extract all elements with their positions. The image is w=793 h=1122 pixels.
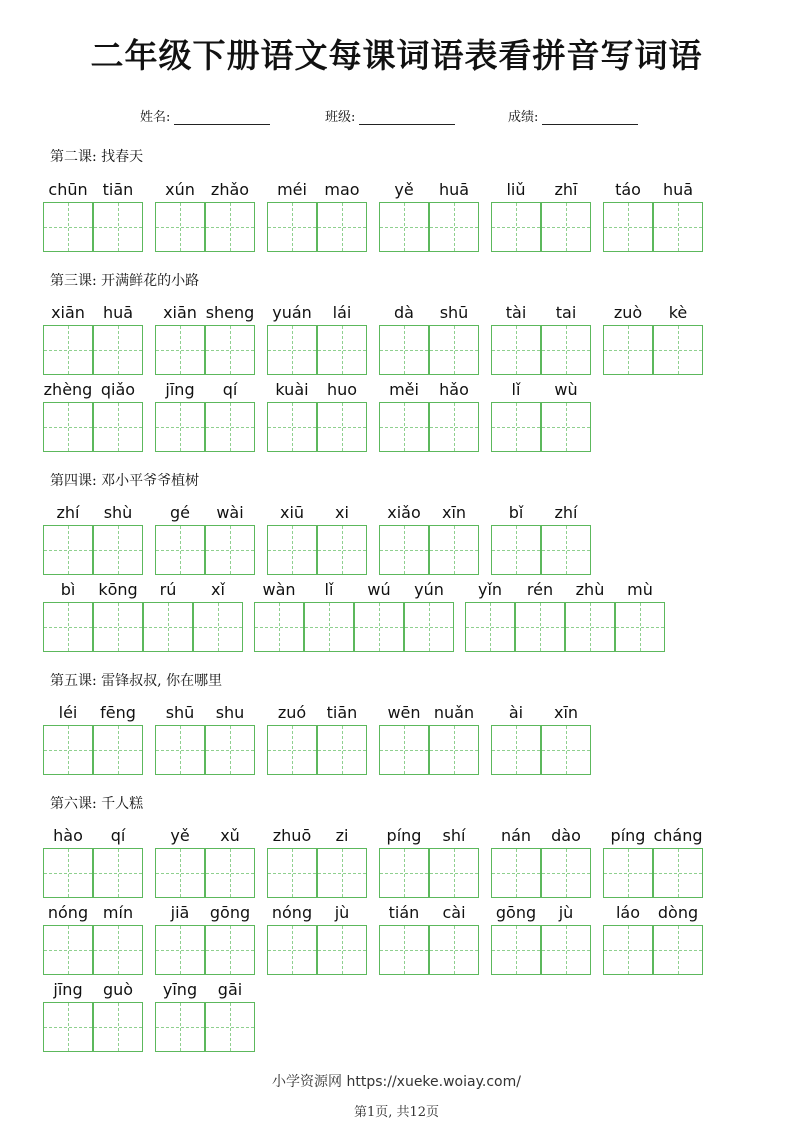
tianzige-cell[interactable] [93, 402, 143, 452]
score-blank[interactable] [542, 110, 638, 125]
tianzige-cell[interactable] [379, 848, 429, 898]
tianzige-cell[interactable] [254, 602, 304, 652]
word-writing-box [379, 903, 479, 975]
tianzige-cell[interactable] [93, 602, 143, 652]
page-title: 二年级下册语文每课词语表看拼音写词语 [90, 36, 703, 75]
score-label: 成绩: [508, 110, 539, 125]
tianzige-cell[interactable] [317, 402, 367, 452]
tianzige-cell[interactable] [143, 602, 193, 652]
pinyin-label: gōng [209, 903, 251, 922]
word-writing-box [603, 180, 703, 252]
pinyin-label: wú [367, 580, 391, 599]
tianzige-cell[interactable] [541, 925, 591, 975]
lesson-heading: 第三课: 开满鲜花的小路 [50, 273, 200, 289]
tianzige-cell[interactable] [267, 925, 317, 975]
tianzige-cell[interactable] [615, 602, 665, 652]
tianzige-cell[interactable] [565, 602, 615, 652]
footer-site: 小学资源网 https://xueke.woiay.com/ [272, 1074, 521, 1090]
pinyin-label: qiǎo [100, 380, 136, 399]
word-writing-box [155, 903, 255, 975]
tianzige-cell[interactable] [429, 848, 479, 898]
class-field[interactable] [325, 106, 455, 125]
pinyin-label: zuó [277, 703, 307, 722]
pinyin-label: gé [170, 503, 190, 522]
pinyin-label: xīn [441, 503, 467, 522]
word-writing-box [43, 503, 143, 575]
tianzige-cell[interactable] [429, 525, 479, 575]
tianzige-cell[interactable] [205, 848, 255, 898]
tianzige-cell[interactable] [429, 202, 479, 252]
pinyin-label: kè [668, 303, 688, 322]
pinyin-label: tai [555, 303, 577, 322]
tianzige-cell[interactable] [205, 325, 255, 375]
tianzige-cell[interactable] [541, 848, 591, 898]
tianzige-cell[interactable] [43, 602, 93, 652]
pinyin-label: wēn [387, 703, 421, 722]
tianzige-cell[interactable] [43, 325, 93, 375]
pinyin-label: bì [60, 580, 76, 599]
tianzige-cell[interactable] [491, 925, 541, 975]
tianzige-cell[interactable] [653, 848, 703, 898]
tianzige-cell[interactable] [491, 402, 541, 452]
pinyin-label: táo [615, 180, 641, 199]
name-field[interactable] [140, 106, 270, 125]
class-blank[interactable] [359, 110, 455, 125]
class-label: 班级: [325, 110, 356, 125]
tianzige-cell[interactable] [491, 202, 541, 252]
word-writing-box [267, 303, 367, 375]
tianzige-cell[interactable] [205, 925, 255, 975]
pinyin-label: yě [394, 180, 414, 199]
pinyin-label: jù [334, 903, 350, 922]
pinyin-label: kuài [275, 380, 309, 399]
pinyin-label: nuǎn [433, 703, 475, 722]
lesson-heading: 第六课: 千人糕 [50, 796, 144, 812]
tianzige-cell[interactable] [603, 325, 653, 375]
word-writing-box [491, 303, 591, 375]
pinyin-label: guò [102, 980, 134, 999]
pinyin-label: wài [216, 503, 244, 522]
pinyin-label: qí [110, 826, 126, 845]
pinyin-label: tián [388, 903, 420, 922]
tianzige-cell[interactable] [491, 725, 541, 775]
word-writing-box [43, 580, 243, 652]
pinyin-label: léi [58, 703, 78, 722]
pinyin-label: liǔ [506, 180, 526, 199]
pinyin-label: jīng [165, 380, 195, 399]
pinyin-label: dào [551, 826, 581, 845]
tianzige-cell[interactable] [491, 848, 541, 898]
tianzige-cell[interactable] [267, 402, 317, 452]
pinyin-label: wàn [262, 580, 296, 599]
pinyin-label: xiān [51, 303, 85, 322]
tianzige-cell[interactable] [267, 725, 317, 775]
pinyin-label: fēng [100, 703, 136, 722]
pinyin-label: lái [332, 303, 352, 322]
tianzige-cell[interactable] [404, 602, 454, 652]
tianzige-cell[interactable] [317, 925, 367, 975]
tianzige-cell[interactable] [317, 202, 367, 252]
word-writing-box [267, 826, 367, 898]
tianzige-cell[interactable] [155, 725, 205, 775]
pinyin-label: tiān [102, 180, 134, 199]
word-writing-box [43, 380, 143, 452]
pinyin-label: dà [394, 303, 414, 322]
pinyin-label: shū [165, 703, 195, 722]
pinyin-label: chūn [48, 180, 88, 199]
tianzige-cell[interactable] [43, 525, 93, 575]
tianzige-cell[interactable] [603, 202, 653, 252]
pinyin-label: nóng [271, 903, 313, 922]
tianzige-cell[interactable] [304, 602, 354, 652]
pinyin-label: yě [170, 826, 190, 845]
tianzige-cell[interactable] [653, 202, 703, 252]
pinyin-label: xǔ [220, 826, 240, 845]
pinyin-label: kōng [98, 580, 138, 599]
tianzige-cell[interactable] [379, 325, 429, 375]
pinyin-label: zhèng [43, 380, 93, 399]
pinyin-label: gāi [217, 980, 243, 999]
word-writing-box [155, 980, 255, 1052]
pinyin-label: wù [554, 380, 578, 399]
tianzige-cell[interactable] [429, 402, 479, 452]
word-writing-box [43, 703, 143, 775]
word-writing-box [491, 903, 591, 975]
pinyin-label: huā [662, 180, 694, 199]
word-writing-box [491, 703, 591, 775]
word-writing-box [491, 503, 591, 575]
tianzige-cell[interactable] [541, 525, 591, 575]
word-writing-box [379, 303, 479, 375]
pinyin-label: yīng [162, 980, 198, 999]
word-writing-box [155, 826, 255, 898]
tianzige-cell[interactable] [603, 848, 653, 898]
word-writing-box [603, 303, 703, 375]
tianzige-cell[interactable] [205, 202, 255, 252]
pinyin-label: tiān [326, 703, 358, 722]
tianzige-cell[interactable] [267, 525, 317, 575]
word-writing-box [267, 703, 367, 775]
tianzige-cell[interactable] [653, 325, 703, 375]
tianzige-cell[interactable] [379, 402, 429, 452]
pinyin-label: měi [389, 380, 419, 399]
word-writing-box [267, 380, 367, 452]
pinyin-label: huā [102, 303, 134, 322]
tianzige-cell[interactable] [491, 325, 541, 375]
pinyin-label: jù [558, 903, 574, 922]
tianzige-cell[interactable] [43, 402, 93, 452]
tianzige-cell[interactable] [429, 925, 479, 975]
word-writing-box [603, 826, 703, 898]
tianzige-cell[interactable] [155, 848, 205, 898]
tianzige-cell[interactable] [193, 602, 243, 652]
word-writing-box [491, 180, 591, 252]
tianzige-cell[interactable] [465, 602, 515, 652]
tianzige-cell[interactable] [93, 1002, 143, 1052]
pinyin-label: láo [615, 903, 641, 922]
word-writing-box [491, 380, 591, 452]
word-writing-box [155, 380, 255, 452]
tianzige-cell[interactable] [317, 325, 367, 375]
tianzige-cell[interactable] [93, 848, 143, 898]
tianzige-cell[interactable] [379, 202, 429, 252]
pinyin-label: lǐ [324, 580, 334, 599]
pinyin-label: zhí [56, 503, 80, 522]
word-writing-box [379, 826, 479, 898]
pinyin-label: zhī [554, 180, 578, 199]
word-writing-box [379, 180, 479, 252]
pinyin-label: mù [627, 580, 653, 599]
tianzige-cell[interactable] [43, 925, 93, 975]
pinyin-label: cài [442, 903, 466, 922]
pinyin-label: zi [335, 826, 349, 845]
tianzige-cell[interactable] [155, 325, 205, 375]
tianzige-cell[interactable] [93, 325, 143, 375]
pinyin-label: xiū [279, 503, 305, 522]
pinyin-label: zuò [613, 303, 643, 322]
word-writing-box [491, 826, 591, 898]
pinyin-label: zhuō [272, 826, 312, 845]
pinyin-label: yún [414, 580, 444, 599]
tianzige-cell[interactable] [43, 848, 93, 898]
word-writing-box [267, 903, 367, 975]
pinyin-label: hǎo [439, 380, 469, 399]
footer-page-number: 第1页, 共12页 [353, 1105, 440, 1120]
pinyin-label: xīn [553, 703, 579, 722]
pinyin-label: jiā [170, 903, 190, 922]
tianzige-cell[interactable] [43, 725, 93, 775]
pinyin-label: qí [222, 380, 238, 399]
tianzige-cell[interactable] [205, 402, 255, 452]
pinyin-label: nán [500, 826, 532, 845]
pinyin-label: xiǎo [387, 503, 421, 522]
word-writing-box [43, 303, 143, 375]
tianzige-cell[interactable] [93, 202, 143, 252]
tianzige-cell[interactable] [379, 725, 429, 775]
word-writing-box [155, 703, 255, 775]
pinyin-label: shū [439, 303, 469, 322]
word-writing-box [254, 580, 454, 652]
lesson-heading: 第二课: 找春天 [50, 149, 144, 165]
pinyin-label: zhǎo [210, 180, 250, 199]
word-writing-box [603, 903, 703, 975]
word-writing-box [379, 503, 479, 575]
lesson-heading: 第四课: 邓小平爷爷植树 [50, 473, 200, 489]
word-writing-box [43, 980, 143, 1052]
tianzige-cell[interactable] [541, 402, 591, 452]
pinyin-label: hào [53, 826, 83, 845]
pinyin-label: yǐn [477, 580, 503, 599]
tianzige-cell[interactable] [93, 525, 143, 575]
pinyin-label: xi [335, 503, 349, 522]
tianzige-cell[interactable] [43, 1002, 93, 1052]
pinyin-label: bǐ [508, 503, 524, 522]
pinyin-label: píng [386, 826, 422, 845]
word-writing-box [379, 380, 479, 452]
word-writing-box [155, 503, 255, 575]
pinyin-label: dòng [657, 903, 699, 922]
word-writing-box [155, 303, 255, 375]
tianzige-cell[interactable] [491, 525, 541, 575]
pinyin-label: shu [215, 703, 245, 722]
tianzige-cell[interactable] [429, 325, 479, 375]
pinyin-label: rén [526, 580, 554, 599]
pinyin-label: zhí [554, 503, 578, 522]
pinyin-label: xǐ [211, 580, 225, 599]
pinyin-label: rú [159, 580, 177, 599]
pinyin-label: yuán [272, 303, 312, 322]
lesson-heading: 第五课: 雷锋叔叔, 你在哪里 [50, 673, 223, 689]
pinyin-label: xún [165, 180, 195, 199]
pinyin-label: cháng [653, 826, 703, 845]
tianzige-cell[interactable] [205, 1002, 255, 1052]
pinyin-label: huā [438, 180, 470, 199]
pinyin-label: jīng [53, 980, 83, 999]
tianzige-cell[interactable] [205, 525, 255, 575]
pinyin-label: huo [326, 380, 358, 399]
tianzige-cell[interactable] [43, 202, 93, 252]
tianzige-cell[interactable] [155, 925, 205, 975]
tianzige-cell[interactable] [317, 525, 367, 575]
word-writing-box [43, 826, 143, 898]
score-field[interactable] [508, 106, 638, 125]
tianzige-cell[interactable] [267, 202, 317, 252]
tianzige-cell[interactable] [317, 725, 367, 775]
tianzige-cell[interactable] [155, 402, 205, 452]
word-writing-box [379, 703, 479, 775]
tianzige-cell[interactable] [429, 725, 479, 775]
pinyin-label: nóng [47, 903, 89, 922]
name-blank[interactable] [174, 110, 270, 125]
tianzige-cell[interactable] [541, 202, 591, 252]
word-writing-box [267, 503, 367, 575]
tianzige-cell[interactable] [379, 925, 429, 975]
word-writing-box [267, 180, 367, 252]
tianzige-cell[interactable] [155, 202, 205, 252]
pinyin-label: mín [102, 903, 134, 922]
word-writing-box [43, 180, 143, 252]
name-label: 姓名: [140, 110, 171, 125]
student-info-row [0, 106, 793, 126]
pinyin-label: mao [324, 180, 360, 199]
tianzige-cell[interactable] [267, 325, 317, 375]
tianzige-cell[interactable] [541, 325, 591, 375]
tianzige-cell[interactable] [317, 848, 367, 898]
tianzige-cell[interactable] [603, 925, 653, 975]
tianzige-cell[interactable] [205, 725, 255, 775]
pinyin-label: shù [103, 503, 133, 522]
pinyin-label: píng [610, 826, 646, 845]
word-writing-box [465, 580, 665, 652]
pinyin-label: tài [505, 303, 527, 322]
tianzige-cell[interactable] [515, 602, 565, 652]
pinyin-label: shí [442, 826, 466, 845]
pinyin-label: méi [277, 180, 307, 199]
tianzige-cell[interactable] [93, 925, 143, 975]
pinyin-label: lǐ [511, 380, 521, 399]
tianzige-cell[interactable] [93, 725, 143, 775]
pinyin-label: gōng [495, 903, 537, 922]
pinyin-label: ài [508, 703, 524, 722]
word-writing-box [43, 903, 143, 975]
tianzige-cell[interactable] [379, 525, 429, 575]
pinyin-label: xiān [163, 303, 197, 322]
tianzige-cell[interactable] [541, 725, 591, 775]
pinyin-label: sheng [205, 303, 255, 322]
tianzige-cell[interactable] [354, 602, 404, 652]
tianzige-cell[interactable] [653, 925, 703, 975]
tianzige-cell[interactable] [155, 1002, 205, 1052]
tianzige-cell[interactable] [267, 848, 317, 898]
tianzige-cell[interactable] [155, 525, 205, 575]
pinyin-label: zhù [575, 580, 605, 599]
word-writing-box [155, 180, 255, 252]
